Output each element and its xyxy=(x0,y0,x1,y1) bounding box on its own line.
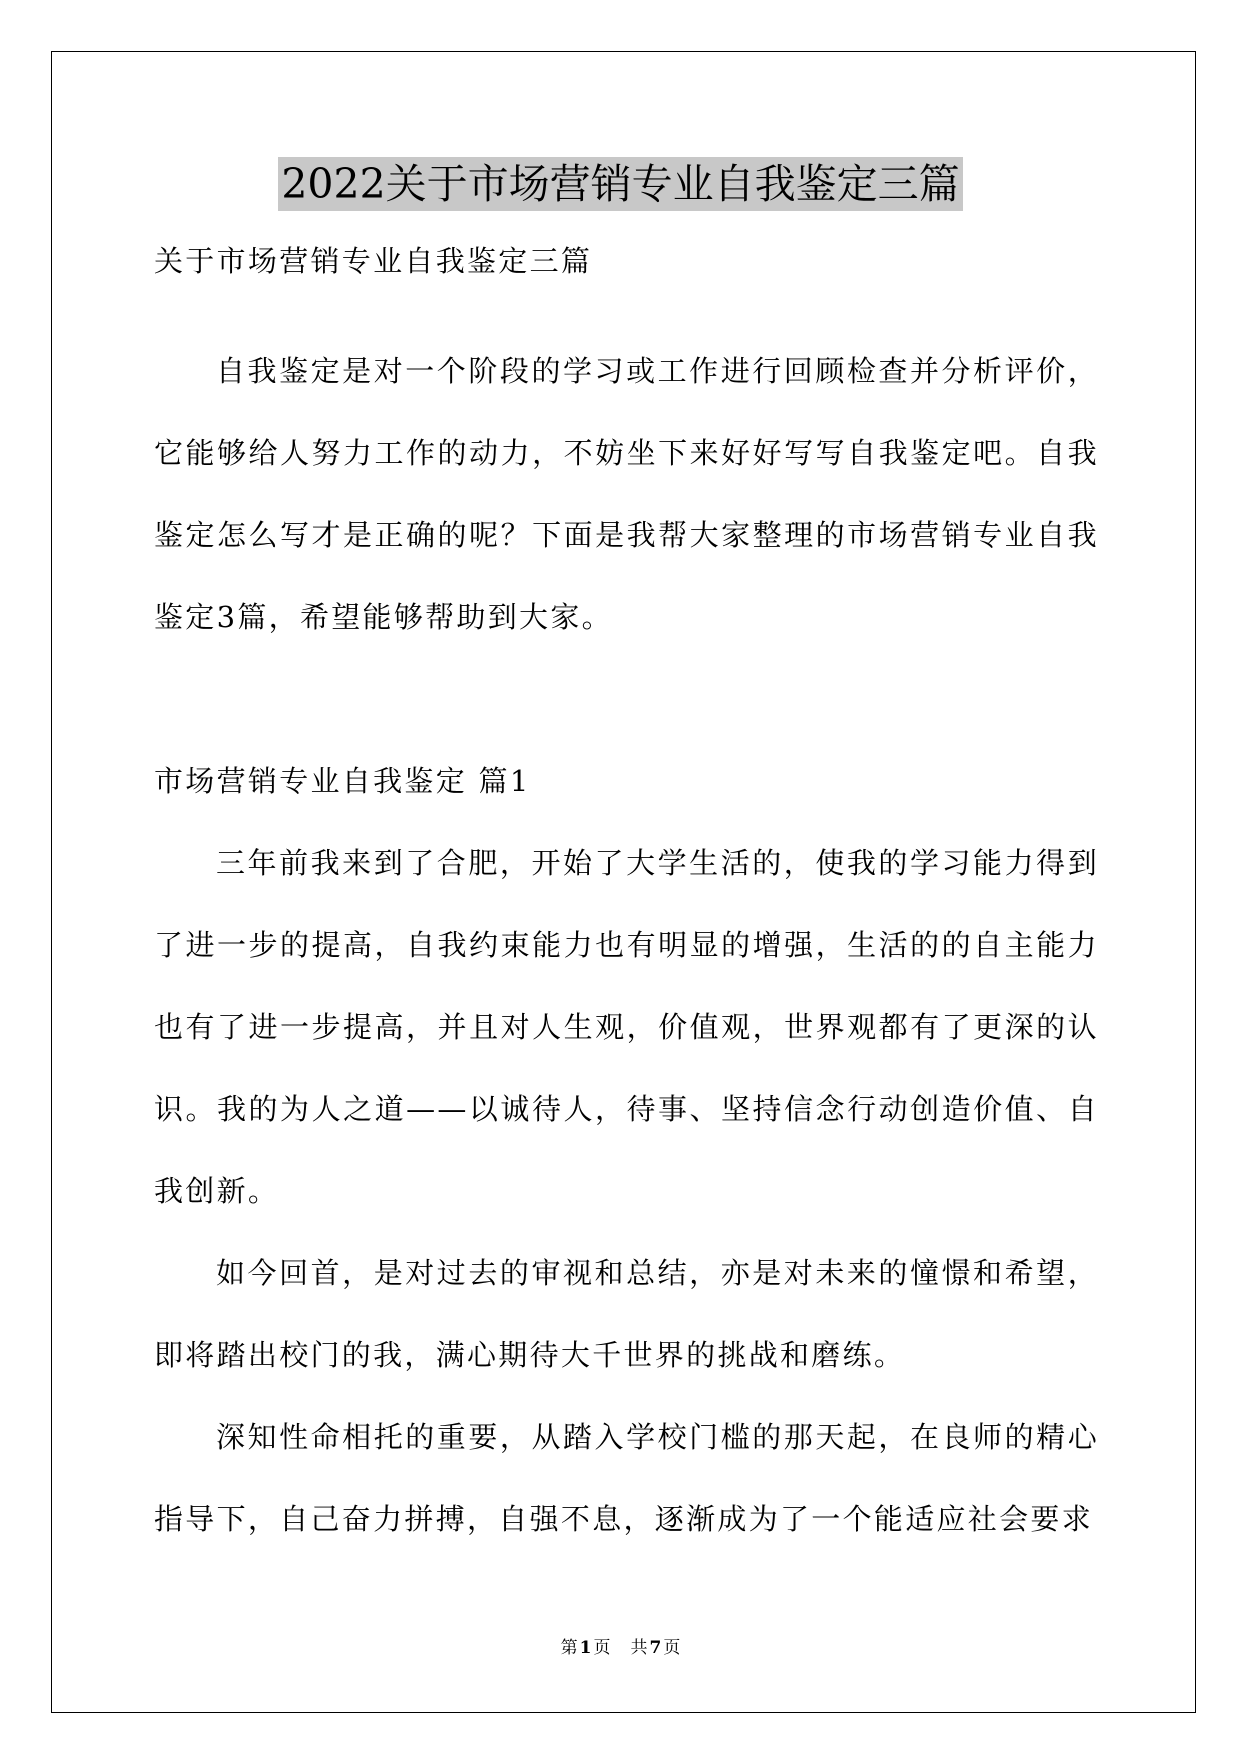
page-footer xyxy=(0,1636,1241,1660)
page-indicator xyxy=(561,1638,611,1658)
body-paragraph: 三年前我来到了合肥，开始了大学生活的，使我的学习能力得到了进一步的提高，自我约束能力也有明显的增强，生活的的自主能力也有了进一步提高，并且对人生观，价值观，世界观都有了更深的认识。我的为人之道——以诚待人，待事、坚持信念行动创造价值、自我创新。 xyxy=(154,846,1099,1208)
document-body xyxy=(154,220,1099,1560)
document-title: 2022关于市场营销专业自我鉴定三篇 xyxy=(278,157,962,211)
total-suffix: 页 xyxy=(663,1638,681,1658)
page-prefix: 第 xyxy=(560,1638,578,1658)
total-prefix: 共 xyxy=(630,1638,648,1658)
intro-paragraph: 自我鉴定是对一个阶段的学习或工作进行回顾检查并分析评价，它能够给人努力工作的动力，不妨坐下来好好写写自我鉴定吧。自我鉴定怎么写才是正确的呢？下面是我帮大家整理的市场营销专业自我鉴定3篇，希望能够帮助到大家。 xyxy=(154,354,1099,634)
page-number: 1 xyxy=(579,1638,592,1658)
total-pages: 7 xyxy=(649,1638,662,1658)
title-container xyxy=(0,157,1241,211)
total-pages-indicator xyxy=(631,1638,681,1658)
body-paragraph: 如今回首，是对过去的审视和总结，亦是对未来的憧憬和希望，即将踏出校门的我，满心期待大千世界的挑战和磨练。 xyxy=(154,1256,1099,1372)
document-subtitle: 关于市场营销专业自我鉴定三篇 xyxy=(154,244,593,278)
body-paragraph: 深知性命相托的重要，从踏入学校门槛的那天起，在良师的精心指导下，自己奋力拼搏，自强不息，逐渐成为了一个能适应社会要求 xyxy=(154,1420,1099,1536)
page-suffix: 页 xyxy=(593,1638,611,1658)
section-heading: 市场营销专业自我鉴定 篇1 xyxy=(154,764,531,798)
